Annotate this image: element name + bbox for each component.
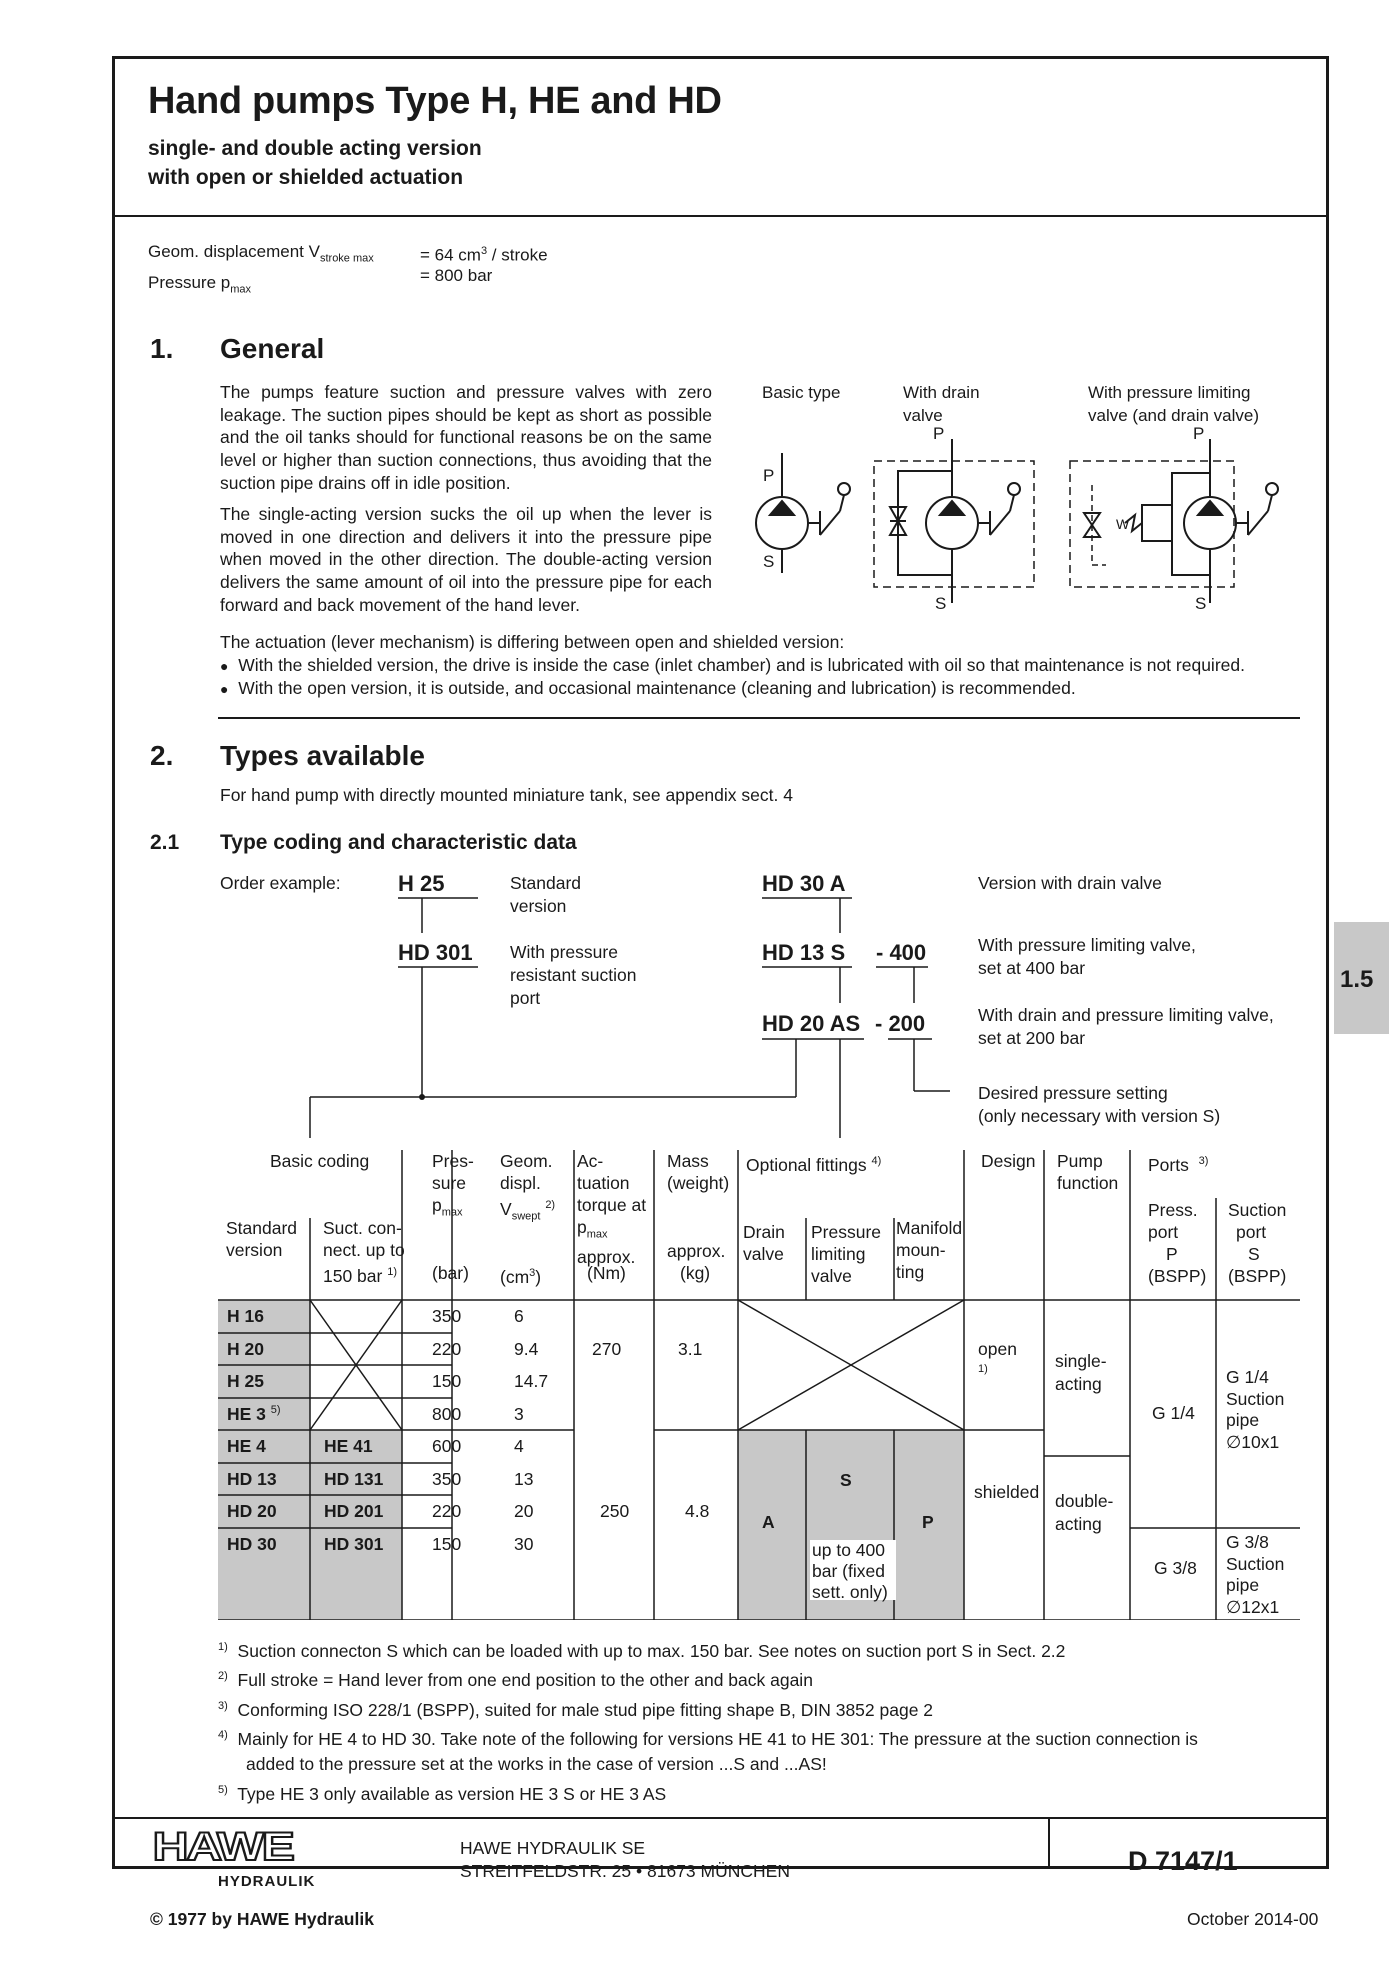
pressure-value: = 800 bar bbox=[420, 266, 493, 285]
pump-symbol-drain bbox=[874, 439, 1034, 603]
th-mass-unit: (kg) bbox=[680, 1263, 711, 1283]
th-pressure-unit: (bar) bbox=[432, 1263, 469, 1283]
row-std-hd13: HD 13 bbox=[227, 1469, 277, 1489]
row-p-h25: 150 bbox=[432, 1371, 462, 1391]
th-pressure: Pres- sure $p_{max}$ bbox=[432, 1151, 474, 1219]
code-hd20as-desc-1: With drain and pressure limiting valve, bbox=[978, 1005, 1274, 1025]
design-shielded: shielded bbox=[974, 1482, 1040, 1502]
row-p-he3: 800 bbox=[432, 1404, 462, 1424]
code-hd20as: HD 20 AS bbox=[762, 1011, 861, 1036]
row-std-h16: H 16 bbox=[227, 1306, 264, 1326]
row-p-hd13: 350 bbox=[432, 1469, 462, 1489]
port-s-label-plv: S bbox=[1195, 594, 1207, 613]
code-hd13s: HD 13 S bbox=[762, 940, 846, 965]
th-design: Design bbox=[981, 1151, 1036, 1171]
document-id: D 7147/1 bbox=[1128, 1846, 1238, 1876]
row-v-h25: 14.7 bbox=[514, 1371, 549, 1391]
footnote-4: $^{4)}$ Mainly for HE 4 to HD 30. Take note of the following for versions HE 41 to HE 301: The pressure at the suction connection is bbox=[218, 1728, 1198, 1749]
row-p-h20: 220 bbox=[432, 1339, 462, 1359]
row-v-hd13: 13 bbox=[514, 1469, 534, 1489]
row-p-hd20: 220 bbox=[432, 1501, 462, 1521]
row-std-he4: HE 4 bbox=[227, 1436, 266, 1456]
general-paragraph-1: The pumps feature suction and pressure valves with zero leakage. The suction pipes should be kept as short as possible and the oil tanks should for functional reasons be on the same level or higher than suction connections, thus avoiding that the suction pipe drains off in idle position. bbox=[220, 382, 712, 493]
symbol-label-basic: Basic type bbox=[762, 383, 841, 402]
section-divider bbox=[218, 717, 1300, 719]
page-subtitle-1: single- and double acting version bbox=[148, 137, 482, 160]
port-p-label-basic: P bbox=[763, 466, 775, 485]
desired-pressure-2: (only necessary with version S) bbox=[978, 1106, 1221, 1126]
option-p: P bbox=[922, 1512, 934, 1532]
code-hd13s-desc-2: set at 400 bar bbox=[978, 958, 1086, 978]
row-p-hd30: 150 bbox=[432, 1534, 462, 1554]
bullet-open: ● With the open version, it is outside, and occasional maintenance (cleaning and lubrication) is recommended. bbox=[220, 678, 1076, 698]
subsection-title: Type coding and characteristic data bbox=[220, 831, 577, 854]
footnote-2: $^{2)}$ Full stroke = Hand lever from one end position to the other and back again bbox=[218, 1670, 813, 1691]
section-title-general: General bbox=[220, 333, 325, 364]
types-note: For hand pump with directly mounted miniature tank, see appendix sect. 4 bbox=[220, 785, 793, 805]
section-number-1: 1. bbox=[150, 333, 174, 364]
footer-separator bbox=[1048, 1817, 1050, 1869]
row-std-h20: H 20 bbox=[227, 1339, 264, 1359]
copyright: © 1977 by HAWE Hydraulik bbox=[150, 1909, 374, 1929]
torque-250: 250 bbox=[600, 1501, 630, 1521]
design-open: open $^{1)}$ bbox=[978, 1339, 1017, 1375]
press-port-g38: G 3/8 bbox=[1154, 1558, 1197, 1578]
port-p-label-plv: P bbox=[1193, 425, 1205, 443]
order-example-label: Order example: bbox=[220, 873, 341, 893]
th-press-port: Press. port P (BSPP) bbox=[1148, 1200, 1207, 1286]
th-suct-connect: Suct. con- nect. up to 150 bar $^{1)}$ bbox=[323, 1218, 405, 1286]
footnote-4-cont: added to the pressure set at the works in the case of version ...S and ...AS! bbox=[246, 1754, 827, 1775]
pump-double-acting: double- acting bbox=[1055, 1491, 1114, 1534]
row-std-hd30: HD 30 bbox=[227, 1534, 277, 1554]
general-paragraph-2: The single-acting version sucks the oil up when the lever is moved in one direction and delivers it into the pressure pipe when moved in the other direction. The double-acting version delivers the same amount of oil into the pressure pipe for each forward and back movement of the hand lever. bbox=[220, 504, 712, 615]
row-v-hd20: 20 bbox=[514, 1501, 534, 1521]
pressure-label: Pressure $p_{max}$ bbox=[148, 273, 251, 296]
header-divider bbox=[112, 215, 1329, 217]
row-suct-he41: HE 41 bbox=[324, 1436, 373, 1456]
svg-text:HAWE: HAWE bbox=[152, 1830, 293, 1869]
mass-3-1: 3.1 bbox=[678, 1339, 703, 1359]
page-subtitle-2: with open or shielded actuation bbox=[148, 166, 464, 189]
th-pressure-limiting: Pressure limiting valve bbox=[811, 1222, 882, 1286]
geom-displacement-label: Geom. displacement $V_{stroke max}$ bbox=[148, 242, 374, 265]
code-hd301-desc-1: With pressure bbox=[510, 942, 618, 962]
code-200: - 200 bbox=[875, 1011, 926, 1036]
th-pump-function: Pump function bbox=[1057, 1151, 1119, 1193]
section-title-types: Types available bbox=[220, 740, 425, 771]
company-address: STREITFELDSTR. 25 • 81673 MÜNCHEN bbox=[460, 1861, 790, 1881]
footnote-1: $^{1)}$ Suction connecton S which can be loaded with up to max. 150 bar. See notes on suction port S in Sect. 2.2 bbox=[218, 1640, 1066, 1661]
th-optional-fittings: Optional fittings $^{4)}$ bbox=[746, 1154, 882, 1175]
footnote-5: $^{5)}$ Type HE 3 only available as version HE 3 S or HE 3 AS bbox=[218, 1783, 667, 1804]
symbol-label-plv-2: valve (and drain valve) bbox=[1088, 406, 1260, 425]
code-hd301-desc-2: resistant suction bbox=[510, 965, 637, 985]
th-suction-port: Suction port S (BSPP) bbox=[1228, 1200, 1287, 1286]
hydraulic-symbols-diagram bbox=[740, 425, 1310, 615]
option-s: S bbox=[840, 1470, 852, 1490]
section-number-2: 2. bbox=[150, 740, 174, 771]
torque-270: 270 bbox=[592, 1339, 622, 1359]
code-hd30a: HD 30 A bbox=[762, 871, 846, 896]
code-h25-desc-1: Standard bbox=[510, 873, 582, 893]
th-mass: Mass (weight) bbox=[667, 1151, 730, 1193]
row-v-hd30: 30 bbox=[514, 1534, 534, 1554]
port-s-label-drain: S bbox=[935, 594, 947, 613]
row-v-h16: 6 bbox=[514, 1306, 524, 1326]
pump-single-acting: single- acting bbox=[1055, 1351, 1107, 1394]
row-v-he4: 4 bbox=[514, 1436, 524, 1456]
th-actuation-unit: (Nm) bbox=[587, 1263, 626, 1283]
port-p-label-drain: P bbox=[933, 425, 945, 443]
row-suct-hd131: HD 131 bbox=[324, 1469, 384, 1489]
footnote-3: $^{3)}$ Conforming ISO 228/1 (BSPP), suited for male stud pipe fitting shape B, DIN 3852 page 2 bbox=[218, 1699, 934, 1720]
th-drain-valve: Drain valve bbox=[743, 1222, 785, 1264]
row-std-h25: H 25 bbox=[227, 1371, 264, 1391]
desired-pressure-1: Desired pressure setting bbox=[978, 1083, 1168, 1103]
code-hd301: HD 301 bbox=[398, 940, 473, 965]
geom-displacement-value: = 64 $cm^3$ / stroke bbox=[420, 245, 548, 265]
document-date: October 2014-00 bbox=[1187, 1909, 1319, 1929]
side-tab-label: 1.5 bbox=[1340, 966, 1374, 993]
row-p-h16: 350 bbox=[432, 1306, 462, 1326]
suction-port-g38: G 3/8 Suction pipe ∅12x1 bbox=[1226, 1532, 1285, 1617]
company-name: HAWE HYDRAULIK SE bbox=[460, 1838, 646, 1858]
th-actuation: Ac- tuation torque at $p_{max}$ approx. bbox=[577, 1151, 647, 1267]
page-title: Hand pumps Type H, HE and HD bbox=[148, 80, 722, 122]
th-mass-approx: approx. bbox=[667, 1241, 726, 1261]
code-h25-desc-2: version bbox=[510, 896, 567, 916]
symbol-label-drain-1: With drain bbox=[903, 383, 980, 402]
pump-symbol-pressure-limiting bbox=[1070, 439, 1278, 603]
bullet-shielded: ● With the shielded version, the drive is inside the case (inlet chamber) and is lubricated with oil so that maintenance is not required. bbox=[220, 655, 1245, 675]
logo-subtext: HYDRAULIK bbox=[218, 1873, 316, 1890]
press-port-g14: G 1/4 bbox=[1152, 1403, 1195, 1423]
port-w-label-plv: W bbox=[1116, 516, 1130, 532]
code-400: - 400 bbox=[876, 940, 927, 965]
th-basic-coding: Basic coding bbox=[270, 1151, 370, 1171]
port-s-label-basic: S bbox=[763, 552, 775, 571]
code-hd13s-desc-1: With pressure limiting valve, bbox=[978, 935, 1196, 955]
row-v-h20: 9.4 bbox=[514, 1339, 539, 1359]
th-geom-unit: $(cm^3)$ bbox=[500, 1266, 542, 1287]
option-s-note: up to 400 bar (fixed sett. only) bbox=[810, 1540, 896, 1600]
code-hd301-desc-3: port bbox=[510, 988, 541, 1008]
row-suct-hd201: HD 201 bbox=[324, 1501, 384, 1521]
suction-port-g14: G 1/4 Suction pipe ∅10x1 bbox=[1226, 1367, 1285, 1452]
general-paragraph-3: The actuation (lever mechanism) is differing between open and shielded version: bbox=[220, 632, 845, 652]
th-geom: Geom. displ. $V_{swept}$ $^{2)}$ bbox=[500, 1151, 556, 1223]
mass-4-8: 4.8 bbox=[685, 1501, 710, 1521]
row-v-he3: 3 bbox=[514, 1404, 524, 1424]
row-suct-hd301: HD 301 bbox=[324, 1534, 384, 1554]
th-standard: Standard version bbox=[226, 1218, 298, 1260]
symbol-label-drain-2: valve bbox=[903, 406, 943, 425]
row-std-he3: HE 3 $^{5)}$ bbox=[227, 1404, 281, 1424]
code-hd30a-desc: Version with drain valve bbox=[978, 873, 1162, 893]
footer-divider bbox=[112, 1817, 1329, 1819]
symbol-label-plv-1: With pressure limiting bbox=[1088, 383, 1251, 402]
subsection-number: 2.1 bbox=[150, 831, 180, 854]
option-a: A bbox=[762, 1512, 775, 1532]
th-manifold: Manifold moun- ting bbox=[896, 1218, 963, 1282]
code-hd20as-desc-2: set at 200 bar bbox=[978, 1028, 1086, 1048]
row-std-hd20: HD 20 bbox=[227, 1501, 277, 1521]
footnotes bbox=[218, 1635, 1308, 1807]
code-h25: H 25 bbox=[398, 871, 445, 896]
th-ports: Ports $^{3)}$ bbox=[1148, 1154, 1209, 1175]
row-p-he4: 600 bbox=[432, 1436, 462, 1456]
order-example-connectors bbox=[300, 895, 1000, 1145]
